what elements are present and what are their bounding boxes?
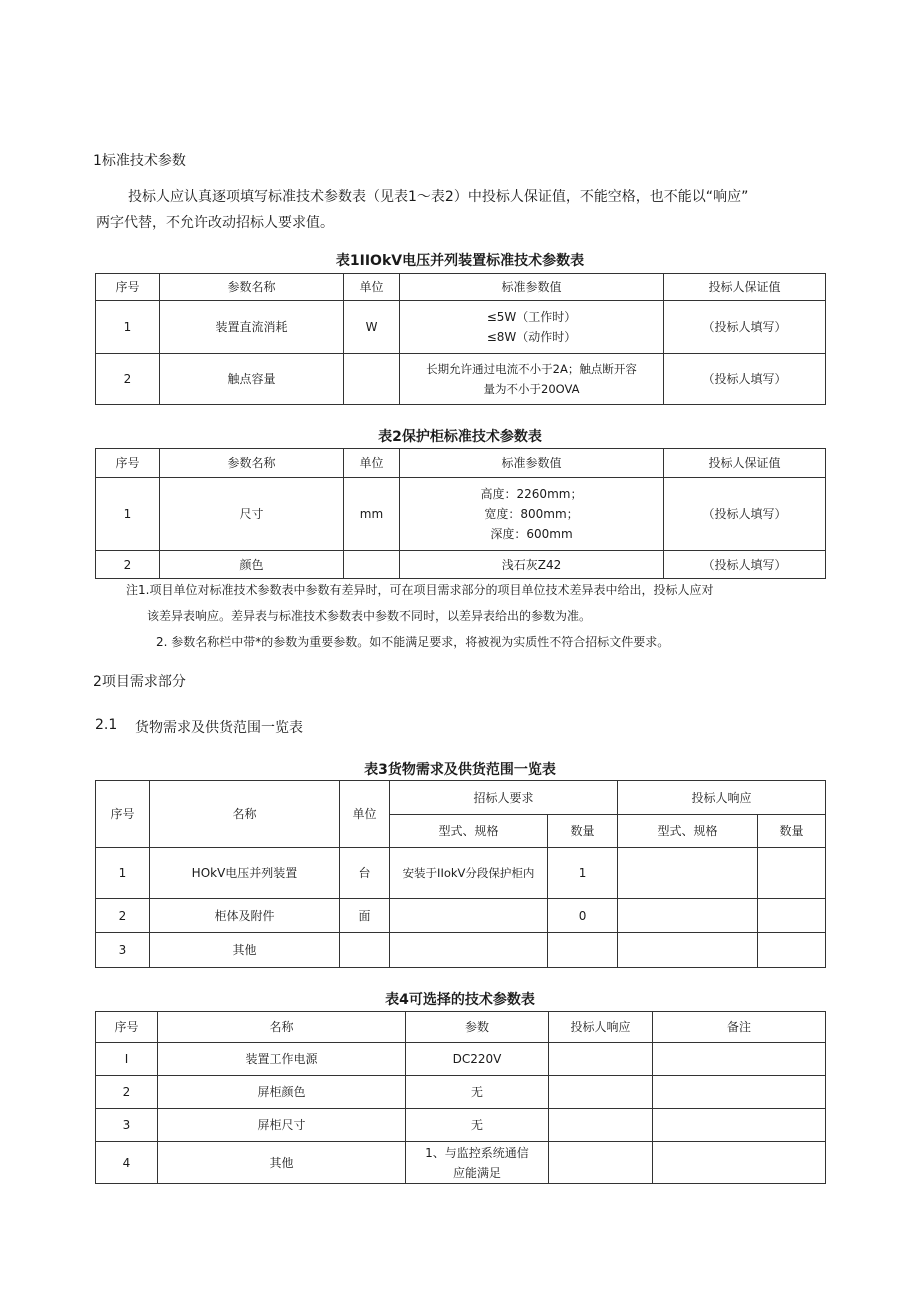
cell-name: HOkV电压并列装置 — [150, 848, 340, 899]
cell-resp-model — [618, 848, 758, 899]
table-row — [96, 1043, 826, 1076]
note-line3: 2. 参数名称栏中带*的参数为重要参数。如不能满足要求，将被视为实质性不符合招标文件要求。 — [156, 635, 670, 649]
cell-resp — [549, 1043, 653, 1076]
section2-sub-title: 货物需求及供货范围一览表 — [135, 720, 303, 736]
table-row — [96, 848, 826, 899]
cell-unit — [344, 551, 400, 579]
table4-header-remark: 备注 — [653, 1012, 826, 1043]
table3-header-model2: 型式、规格 — [618, 815, 758, 848]
table-row — [96, 301, 826, 354]
table3-header-qty: 数量 — [548, 815, 618, 848]
cell-name: 其他 — [150, 933, 340, 968]
cell-resp — [549, 1142, 653, 1184]
cell-resp-qty — [758, 899, 826, 933]
cell-remark — [653, 1109, 826, 1142]
table-row — [96, 354, 826, 405]
cell-unit — [344, 354, 400, 405]
cell-no: 1 — [96, 848, 150, 899]
cell-param — [406, 1142, 549, 1184]
cell-no: 2 — [96, 899, 150, 933]
section1-heading: 1标准技术参数 — [93, 153, 186, 169]
cell-value: 浅石灰Z42 — [400, 551, 664, 579]
table4-header-param: 参数 — [406, 1012, 549, 1043]
cell-param-line: 1、与监控系统通信 — [425, 1145, 529, 1160]
table2 — [95, 448, 826, 579]
table2-header-name: 参数名称 — [160, 449, 344, 478]
cell-value — [400, 301, 664, 354]
cell-value-line: 宽度：800mm； — [484, 507, 579, 521]
cell-param-line: 应能满足 — [452, 1165, 501, 1180]
table4-header-no: 序号 — [96, 1012, 158, 1043]
cell-no: I — [96, 1043, 158, 1076]
section1-intro-line1: 投标人应认真逐项填写标准技术参数表（见表1〜表2）中投标人保证值，不能空格，也不能以“响应” — [128, 189, 749, 205]
cell-value — [400, 354, 664, 405]
table4-header-resp: 投标人响应 — [549, 1012, 653, 1043]
cell-model — [390, 899, 548, 933]
table1-header-no: 序号 — [96, 274, 160, 301]
table-row — [96, 933, 826, 968]
table-row — [96, 1076, 826, 1109]
cell-unit — [340, 933, 390, 968]
cell-remark — [653, 1142, 826, 1184]
table2-header-row — [96, 449, 826, 478]
table1-header-value: 标准参数值 — [400, 274, 664, 301]
table3-header-row1 — [96, 781, 826, 815]
table2-header-bid: 投标人保证值 — [664, 449, 826, 478]
cell-no: 2 — [96, 551, 160, 579]
cell-name: 装置工作电源 — [158, 1043, 406, 1076]
cell-no: 4 — [96, 1142, 158, 1184]
table3-header-tender-req: 招标人要求 — [390, 781, 618, 815]
cell-value — [400, 478, 664, 551]
cell-remark — [653, 1043, 826, 1076]
table3-header-unit: 单位 — [340, 781, 390, 848]
cell-unit: 面 — [340, 899, 390, 933]
table-row — [96, 478, 826, 551]
note-line1: 注1.项目单位对标准技术参数表中参数有差异时，可在项目需求部分的项目单位技术差异表中给出，投标人应对 — [126, 583, 714, 597]
cell-name: 屏柜颜色 — [158, 1076, 406, 1109]
cell-unit: 台 — [340, 848, 390, 899]
table3-header-model: 型式、规格 — [390, 815, 548, 848]
table1-header-unit: 单位 — [344, 274, 400, 301]
cell-param: 无 — [406, 1109, 549, 1142]
cell-no: 3 — [96, 933, 150, 968]
cell-value-line: 长期允许通过电流不小于2A；触点断开容 — [426, 362, 637, 376]
cell-qty: 0 — [548, 899, 618, 933]
cell-resp — [549, 1109, 653, 1142]
table3 — [95, 780, 826, 968]
table3-header-bidder-resp: 投标人响应 — [618, 781, 826, 815]
cell-value-line: 深度：600mm — [490, 527, 573, 541]
cell-name: 颜色 — [160, 551, 344, 579]
table3-header-name: 名称 — [150, 781, 340, 848]
cell-qty — [548, 933, 618, 968]
table1-header-bid: 投标人保证值 — [664, 274, 826, 301]
cell-name: 触点容量 — [160, 354, 344, 405]
table4-caption: 表4可选择的技术参数表 — [385, 992, 535, 1008]
cell-resp — [549, 1076, 653, 1109]
table3-header-no: 序号 — [96, 781, 150, 848]
cell-name: 尺寸 — [160, 478, 344, 551]
cell-bid: （投标人填写） — [664, 478, 826, 551]
note-line2: 该差异表响应。差异表与标准技术参数表中参数不同时，以差异表给出的参数为准。 — [147, 609, 592, 623]
cell-bid: （投标人填写） — [664, 354, 826, 405]
cell-remark — [653, 1076, 826, 1109]
cell-no: 2 — [96, 354, 160, 405]
cell-unit: mm — [344, 478, 400, 551]
cell-no: 3 — [96, 1109, 158, 1142]
table1-header-row — [96, 274, 826, 301]
table1-header-name: 参数名称 — [160, 274, 344, 301]
cell-param: DC220V — [406, 1043, 549, 1076]
table-row — [96, 1109, 826, 1142]
cell-unit: W — [344, 301, 400, 354]
cell-bid: （投标人填写） — [664, 551, 826, 579]
table2-header-value: 标准参数值 — [400, 449, 664, 478]
cell-no: 1 — [96, 301, 160, 354]
cell-resp-model — [618, 899, 758, 933]
table1-caption: 表1IIOkV电压并列装置标准技术参数表 — [335, 253, 585, 269]
cell-model — [390, 933, 548, 968]
cell-name: 柜体及附件 — [150, 899, 340, 933]
table2-caption: 表2保护柜标准技术参数表 — [378, 429, 542, 445]
table2-header-unit: 单位 — [344, 449, 400, 478]
cell-qty: 1 — [548, 848, 618, 899]
cell-value-line: 高度：2260mm； — [480, 487, 583, 501]
cell-value-line: ≤8W（动作时） — [486, 330, 577, 344]
cell-name: 装置直流消耗 — [160, 301, 344, 354]
cell-no: 1 — [96, 478, 160, 551]
table4-header-name: 名称 — [158, 1012, 406, 1043]
cell-name: 屏柜尺寸 — [158, 1109, 406, 1142]
cell-param: 无 — [406, 1076, 549, 1109]
table-row — [96, 899, 826, 933]
cell-value-line: 量为不小于20OVA — [483, 382, 580, 396]
table-row — [96, 551, 826, 579]
table3-header-qty2: 数量 — [758, 815, 826, 848]
cell-resp-qty — [758, 933, 826, 968]
section2-heading: 2项目需求部分 — [93, 674, 186, 690]
cell-no: 2 — [96, 1076, 158, 1109]
cell-model: 安装于IIokV分段保护柜内 — [390, 848, 548, 899]
table2-header-no: 序号 — [96, 449, 160, 478]
cell-name: 其他 — [158, 1142, 406, 1184]
table-row — [96, 1142, 826, 1184]
table4 — [95, 1011, 826, 1184]
table1 — [95, 273, 826, 405]
section2-sub-number: 2.1 — [95, 717, 118, 733]
cell-bid: （投标人填写） — [664, 301, 826, 354]
cell-value-line: ≤5W（工作时） — [486, 310, 577, 324]
cell-resp-model — [618, 933, 758, 968]
table4-header-row — [96, 1012, 826, 1043]
table3-caption: 表3货物需求及供货范围一览表 — [364, 762, 556, 778]
cell-resp-qty — [758, 848, 826, 899]
section1-intro-line2: 两字代替，不允许改动招标人要求值。 — [96, 215, 334, 231]
